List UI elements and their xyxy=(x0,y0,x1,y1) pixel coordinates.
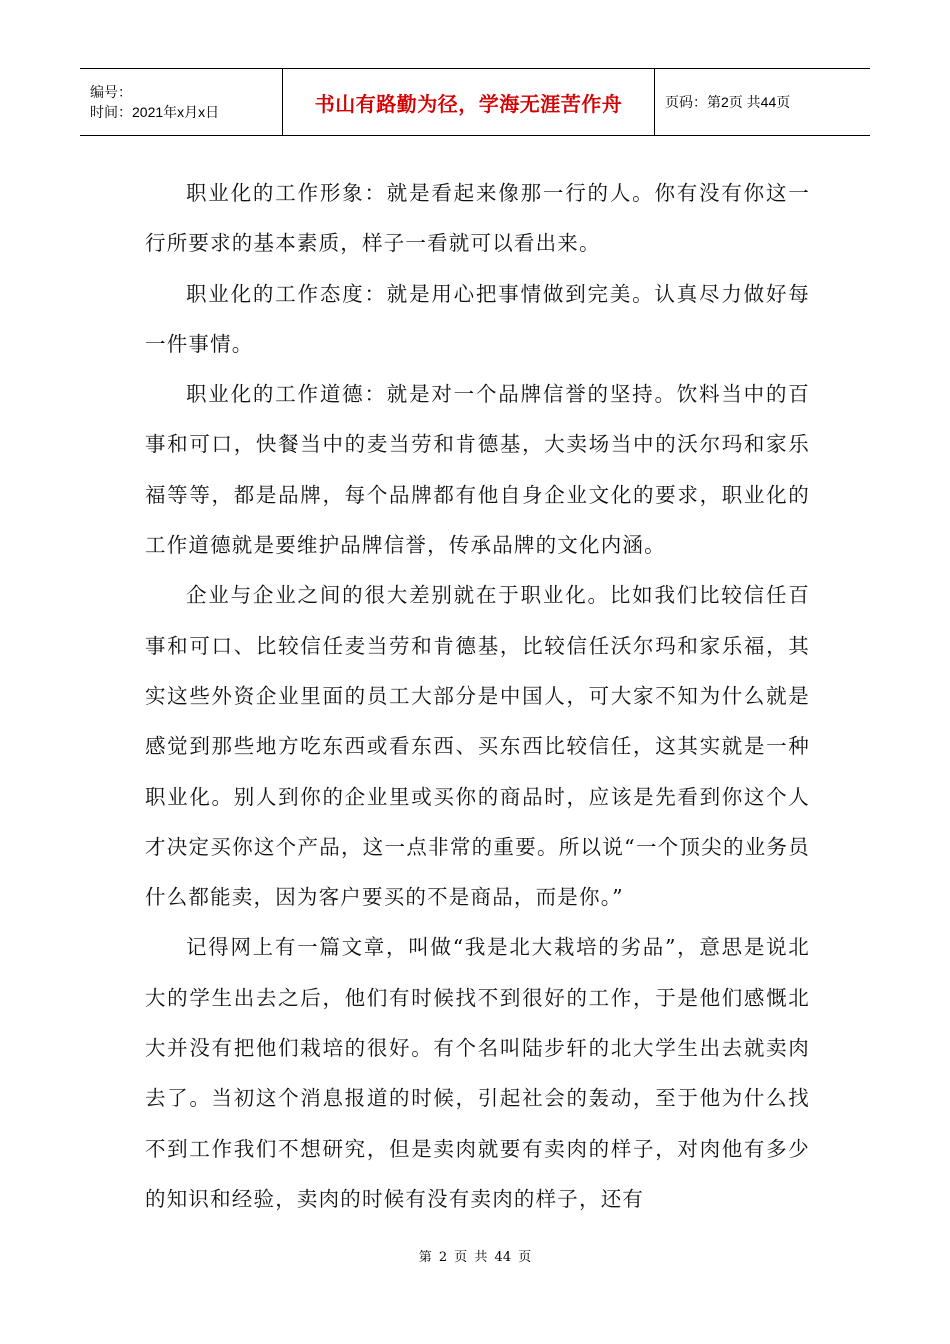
paragraph: 职业化的工作道德：就是对一个品牌信誉的坚持。饮料当中的百事和可口，快餐当中的麦当劳和肯德基，大卖场当中的沃尔玛和家乐福等等，都是品牌，每个品牌都有他自身企业文化的要求，职业化的工作道德就是要维护品牌信誉，传承品牌的文化内涵。 xyxy=(145,382,810,558)
document-number-label: 编号： xyxy=(90,84,132,100)
page-header xyxy=(80,68,870,136)
header-page-label: 页码：第2页 共44页 xyxy=(665,94,791,110)
header-page-cell xyxy=(655,69,870,135)
paragraph: 职业化的工作态度：就是用心把事情做到完美。认真尽力做好每一件事情。 xyxy=(145,281,810,356)
paragraph: 记得网上有一篇文章，叫做“我是北大栽培的劣品”，意思是说北大的学生出去之后，他们有时候找不到很好的工作，于是他们感慨北大并没有把他们栽培的很好。有个名叫陆步轩的北大学生出去就卖肉去了。当初这个消息报道的时候，引起社会的轰动，至于他为什么找不到工作我们不想研究，但是卖肉就要有卖肉的样子，对肉他有多少的知识和经验，卖肉的时候有没有卖肉的样子，还有 xyxy=(145,935,810,1211)
header-meta-cell xyxy=(80,69,283,135)
paragraph: 企业与企业之间的很大差别就在于职业化。比如我们比较信任百事和可口、比较信任麦当劳和肯德基，比较信任沃尔玛和家乐福，其实这些外资企业里面的员工大部分是中国人，可大家不知为什么就是感觉到那些地方吃东西或看东西、买东西比较信任，这其实就是一种职业化。别人到你的企业里或买你的商品时，应该是先看到你这个人才决定买你这个产品，这一点非常的重要。所以说“一个顶尖的业务员什么都能卖，因为客户要买的不是商品，而是你。” xyxy=(145,583,810,910)
paragraph: 职业化的工作形象：就是看起来像那一行的人。你有没有你这一行所要求的基本素质，样子一看就可以看出来。 xyxy=(145,181,810,256)
document-body xyxy=(145,168,810,1224)
document-date-label: 时间：2021年x月x日 xyxy=(90,104,220,120)
page-footer: 第 2 页 共 44 页 xyxy=(418,1250,532,1265)
header-motto: 书山有路勤为径，学海无涯苦作舟 xyxy=(314,91,623,116)
header-motto-cell xyxy=(283,69,655,135)
